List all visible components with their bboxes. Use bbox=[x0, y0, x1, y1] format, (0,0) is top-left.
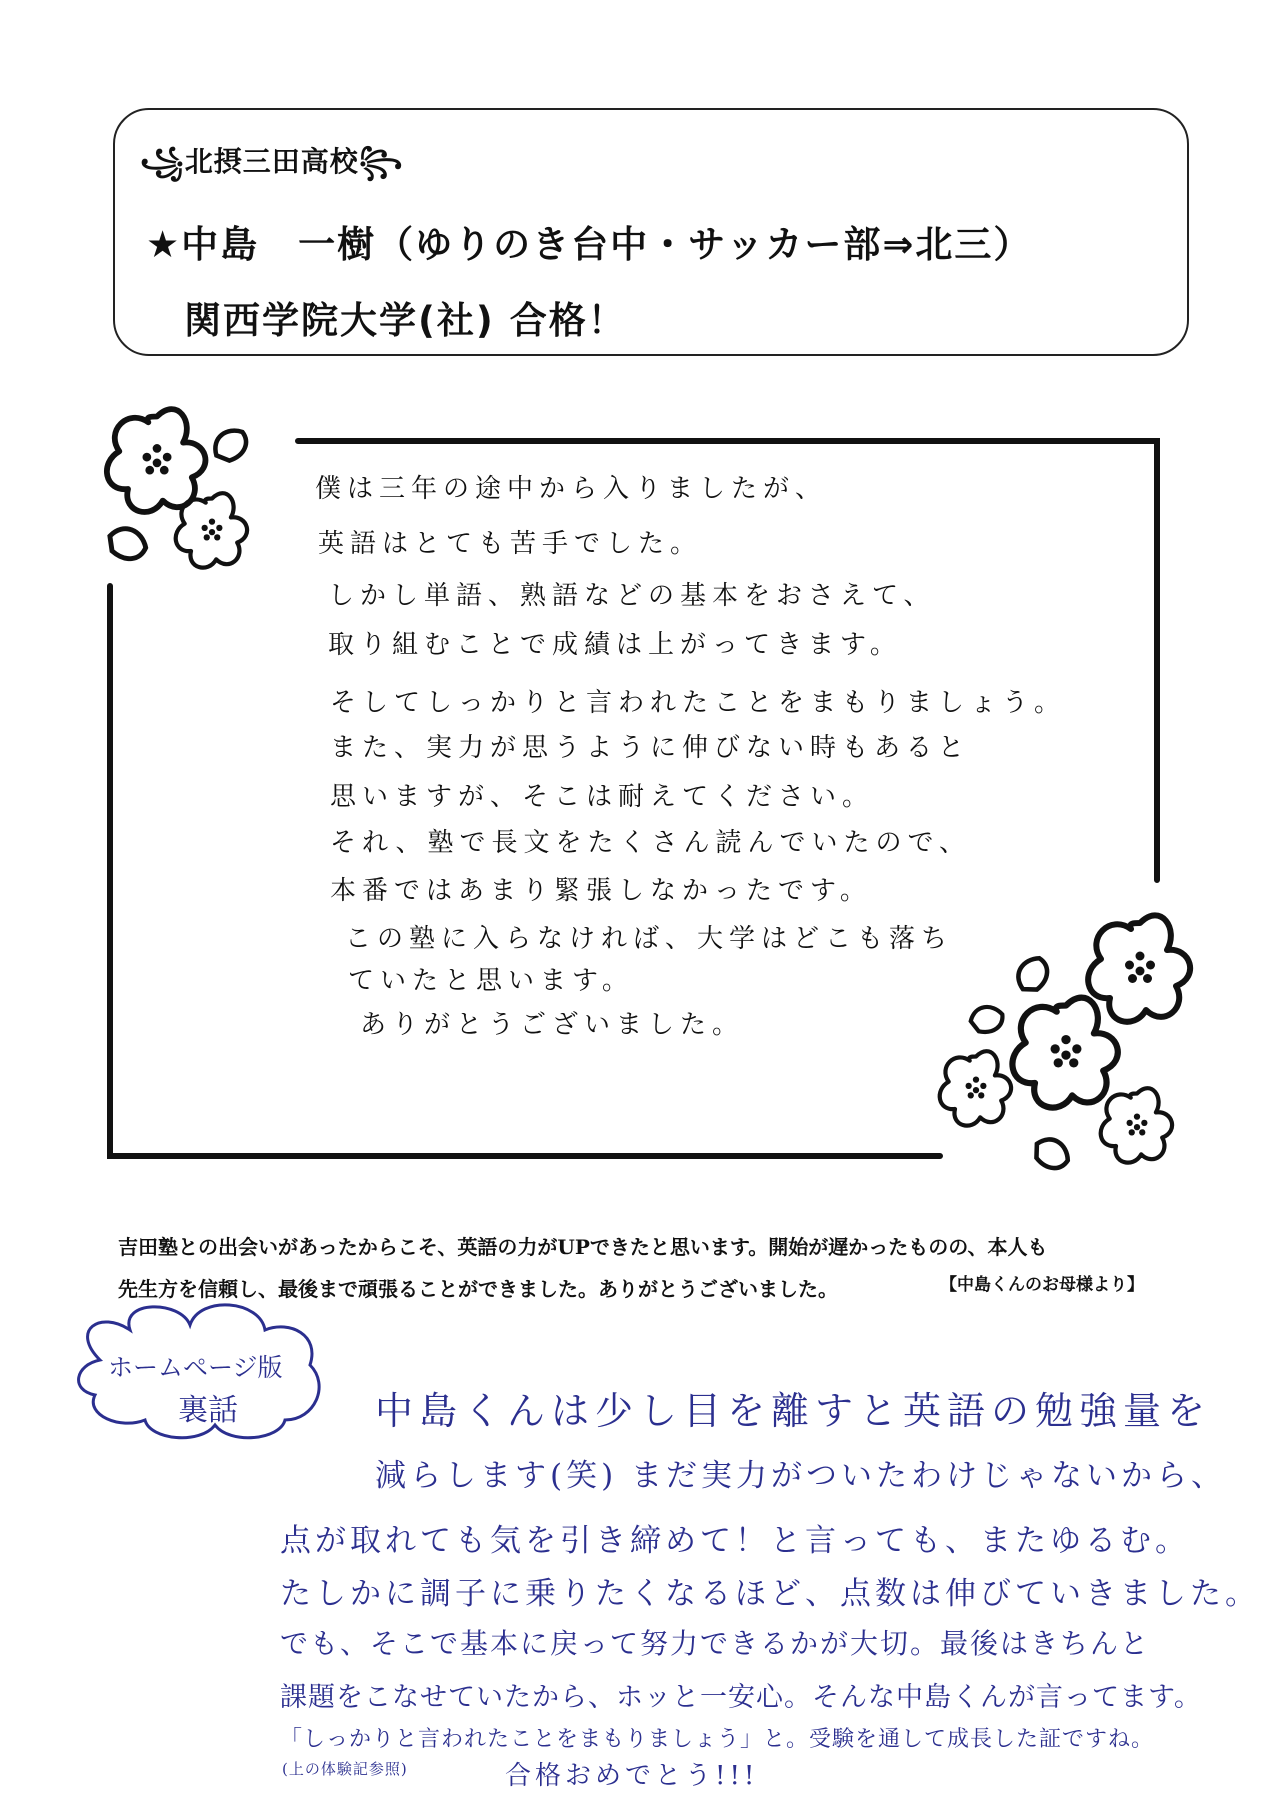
flower-icon bbox=[1101, 1088, 1172, 1162]
message-line: 英語はとても苦手でした。 bbox=[318, 529, 703, 559]
acceptance-result: 関西学院大学(社) 合格！ bbox=[184, 299, 627, 342]
petal-icon bbox=[968, 1001, 1006, 1039]
message-line: この塾に入らなければ、大学はどこも落ち bbox=[345, 924, 954, 954]
note-line: 課題をこなせていたから、ホッと一安心。そんな中島くんが言ってます。 bbox=[280, 1682, 1202, 1713]
message-line: そしてしっかりと言われたことをまもりましょう。 bbox=[330, 688, 1067, 718]
note-line: 減らします(笑) まだ実力がついたわけじゃないから、 bbox=[375, 1458, 1227, 1494]
petal-icon bbox=[1013, 956, 1052, 995]
flower-icon bbox=[107, 409, 206, 512]
note-line: 「しっかりと言われたことをまもりましょう」と。受験を通して成長した証ですね。 bbox=[280, 1727, 1155, 1752]
message-line: それ、塾で長文をたくさん読んでいたので、 bbox=[330, 828, 972, 858]
message-line: また、実力が思うように伸びない時もあると bbox=[330, 733, 971, 763]
note-line: 点が取れても気を引き締めて！と言っても、またゆるむ。 bbox=[280, 1523, 1190, 1559]
message-line: 取り組むことで成績は上がってきます。 bbox=[328, 630, 902, 660]
message-line: 思いますが、そこは耐えてください。 bbox=[330, 782, 875, 812]
flower-icon bbox=[1012, 998, 1117, 1108]
bubble-label: 裏話 bbox=[178, 1393, 238, 1428]
mother-message-line: 先生方を信頼し、最後まで頑張ることができました。ありがとうございました。 bbox=[118, 1277, 838, 1301]
school-name: ꧁北摂三田高校꧂ bbox=[140, 145, 404, 178]
mother-message-line: 吉田塾との出会いがあったからこそ、英語の力がUPできたと思います。開始が遅かったものの、本人も bbox=[118, 1235, 1048, 1259]
petal-icon bbox=[215, 431, 246, 461]
note-footnote: (上の体験記参照) bbox=[282, 1760, 408, 1778]
petal-icon bbox=[1032, 1134, 1071, 1173]
note-line: たしかに調子に乗りたくなるほど、点数は伸びていきました。 bbox=[280, 1576, 1260, 1612]
flower-icon bbox=[176, 493, 247, 567]
student-name-line: ★中島 一樹（ゆりのき台中・サッカー部⇒北三） bbox=[146, 223, 1033, 266]
note-line: でも、そこで基本に戻って努力できるかが大切。最後はきちんと bbox=[280, 1627, 1151, 1660]
message-line: 本番ではあまり緊張しなかったです。 bbox=[330, 876, 872, 906]
mother-signature: 【中島くんのお母様より】 bbox=[940, 1275, 1144, 1295]
message-line: ていたと思います。 bbox=[348, 966, 634, 996]
note-line: 合格おめでとう!!! bbox=[505, 1761, 759, 1791]
flower-icon bbox=[1088, 915, 1190, 1021]
message-line: しかし単語、熟語などの基本をおさえて、 bbox=[328, 581, 936, 611]
flower-icon bbox=[940, 1051, 1011, 1125]
note-line: 中島くんは少し目を離すと英語の勉強量を bbox=[375, 1389, 1212, 1433]
bubble-label: ホームページ版 bbox=[108, 1353, 283, 1382]
message-line: ありがとうございました。 bbox=[360, 1010, 745, 1040]
message-line: 僕は三年の途中から入りましたが、 bbox=[315, 474, 828, 504]
petal-icon bbox=[105, 522, 149, 567]
